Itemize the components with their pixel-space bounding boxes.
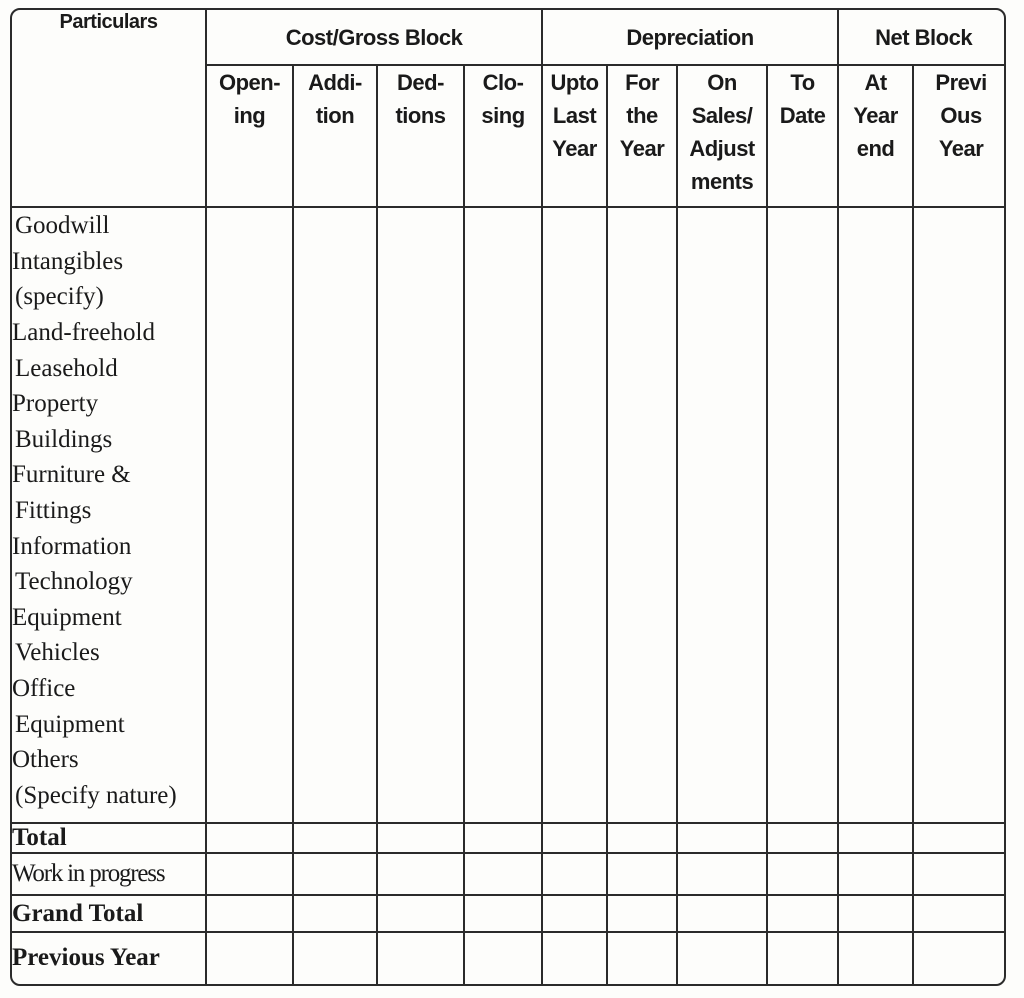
asset-items-row <box>12 207 1006 823</box>
empty-cell <box>767 207 838 823</box>
empty-cell <box>206 895 293 931</box>
for-the-year-column-header: For the Year <box>607 65 677 207</box>
empty-cell <box>767 853 838 895</box>
empty-cell <box>677 853 767 895</box>
empty-cell <box>293 823 377 853</box>
empty-cell <box>464 207 542 823</box>
empty-cell <box>293 932 377 984</box>
grand-total-row <box>12 895 1006 931</box>
total-row <box>12 823 1006 853</box>
particulars-list <box>12 207 206 823</box>
fixed-assets-schedule-table <box>12 10 1006 984</box>
previous-year-label: Previous Year <box>12 932 206 984</box>
work-in-progress-row <box>12 853 1006 895</box>
on-sales-adjustments-column-header: On Sales/ Adjust ments <box>677 65 767 207</box>
empty-cell <box>206 932 293 984</box>
empty-cell <box>913 853 1006 895</box>
empty-cell <box>677 895 767 931</box>
empty-cell <box>767 895 838 931</box>
empty-cell <box>464 895 542 931</box>
empty-cell <box>677 823 767 853</box>
particulars-line: Technology <box>15 568 133 596</box>
empty-cell <box>607 207 677 823</box>
empty-cell <box>206 207 293 823</box>
addition-column-header: Addi- tion <box>293 65 377 207</box>
particulars-line: Information <box>12 532 132 560</box>
previous-year-row <box>12 932 1006 984</box>
empty-cell <box>607 823 677 853</box>
empty-cell <box>838 853 913 895</box>
empty-cell <box>377 932 464 984</box>
empty-cell <box>206 853 293 895</box>
empty-cell <box>913 932 1006 984</box>
upto-last-year-column-header: Upto Last Year <box>542 65 607 207</box>
particulars-line: (specify) <box>15 283 104 311</box>
empty-cell <box>913 207 1006 823</box>
empty-cell <box>677 207 767 823</box>
depreciation-header: Depreciation <box>542 10 838 65</box>
empty-cell <box>377 823 464 853</box>
empty-cell <box>464 823 542 853</box>
empty-cell <box>677 932 767 984</box>
empty-cell <box>838 895 913 931</box>
empty-cell <box>377 853 464 895</box>
particulars-line: Intangibles <box>12 247 124 275</box>
empty-cell <box>206 823 293 853</box>
empty-cell <box>377 895 464 931</box>
particulars-line: Fittings <box>15 496 92 524</box>
empty-cell <box>838 932 913 984</box>
empty-cell <box>542 853 607 895</box>
schedule-frame <box>10 8 1006 986</box>
previous-year-column-header: Previ Ous Year <box>913 65 1006 207</box>
empty-cell <box>607 932 677 984</box>
empty-cell <box>464 853 542 895</box>
particulars-line: Goodwill <box>15 212 110 240</box>
particulars-line: Leasehold <box>15 354 118 382</box>
empty-cell <box>293 207 377 823</box>
empty-cell <box>838 823 913 853</box>
empty-cell <box>767 932 838 984</box>
empty-cell <box>293 895 377 931</box>
deductions-column-header: Ded- tions <box>377 65 464 207</box>
work-in-progress-label: Work in progress <box>12 853 206 895</box>
particulars-line: (Specify nature) <box>15 781 177 809</box>
empty-cell <box>377 207 464 823</box>
particulars-header: Particulars <box>12 10 206 207</box>
empty-cell <box>913 823 1006 853</box>
closing-column-header: Clo- sing <box>464 65 542 207</box>
particulars-line: Furniture & <box>12 461 131 489</box>
empty-cell <box>838 207 913 823</box>
particulars-line: Buildings <box>15 425 113 453</box>
particulars-line: Others <box>12 746 79 774</box>
net-block-header: Net Block <box>838 10 1006 65</box>
total-label: Total <box>12 823 206 853</box>
particulars-line: Office <box>12 674 76 702</box>
at-year-end-column-header: At Year end <box>838 65 913 207</box>
empty-cell <box>542 207 607 823</box>
header-group-row <box>12 10 1006 65</box>
empty-cell <box>464 932 542 984</box>
empty-cell <box>607 895 677 931</box>
empty-cell <box>542 895 607 931</box>
particulars-line: Land-freehold <box>12 318 155 346</box>
to-date-column-header: To Date <box>767 65 838 207</box>
particulars-line: Equipment <box>15 710 125 738</box>
cost-gross-block-header: Cost/Gross Block <box>206 10 542 65</box>
empty-cell <box>293 853 377 895</box>
empty-cell <box>767 823 838 853</box>
particulars-line: Equipment <box>12 603 122 631</box>
empty-cell <box>607 853 677 895</box>
empty-cell <box>913 895 1006 931</box>
empty-cell <box>542 932 607 984</box>
empty-cell <box>542 823 607 853</box>
opening-column-header: Open- ing <box>206 65 293 207</box>
grand-total-label: Grand Total <box>12 895 206 931</box>
particulars-line: Property <box>12 390 99 418</box>
particulars-line: Vehicles <box>15 639 100 667</box>
